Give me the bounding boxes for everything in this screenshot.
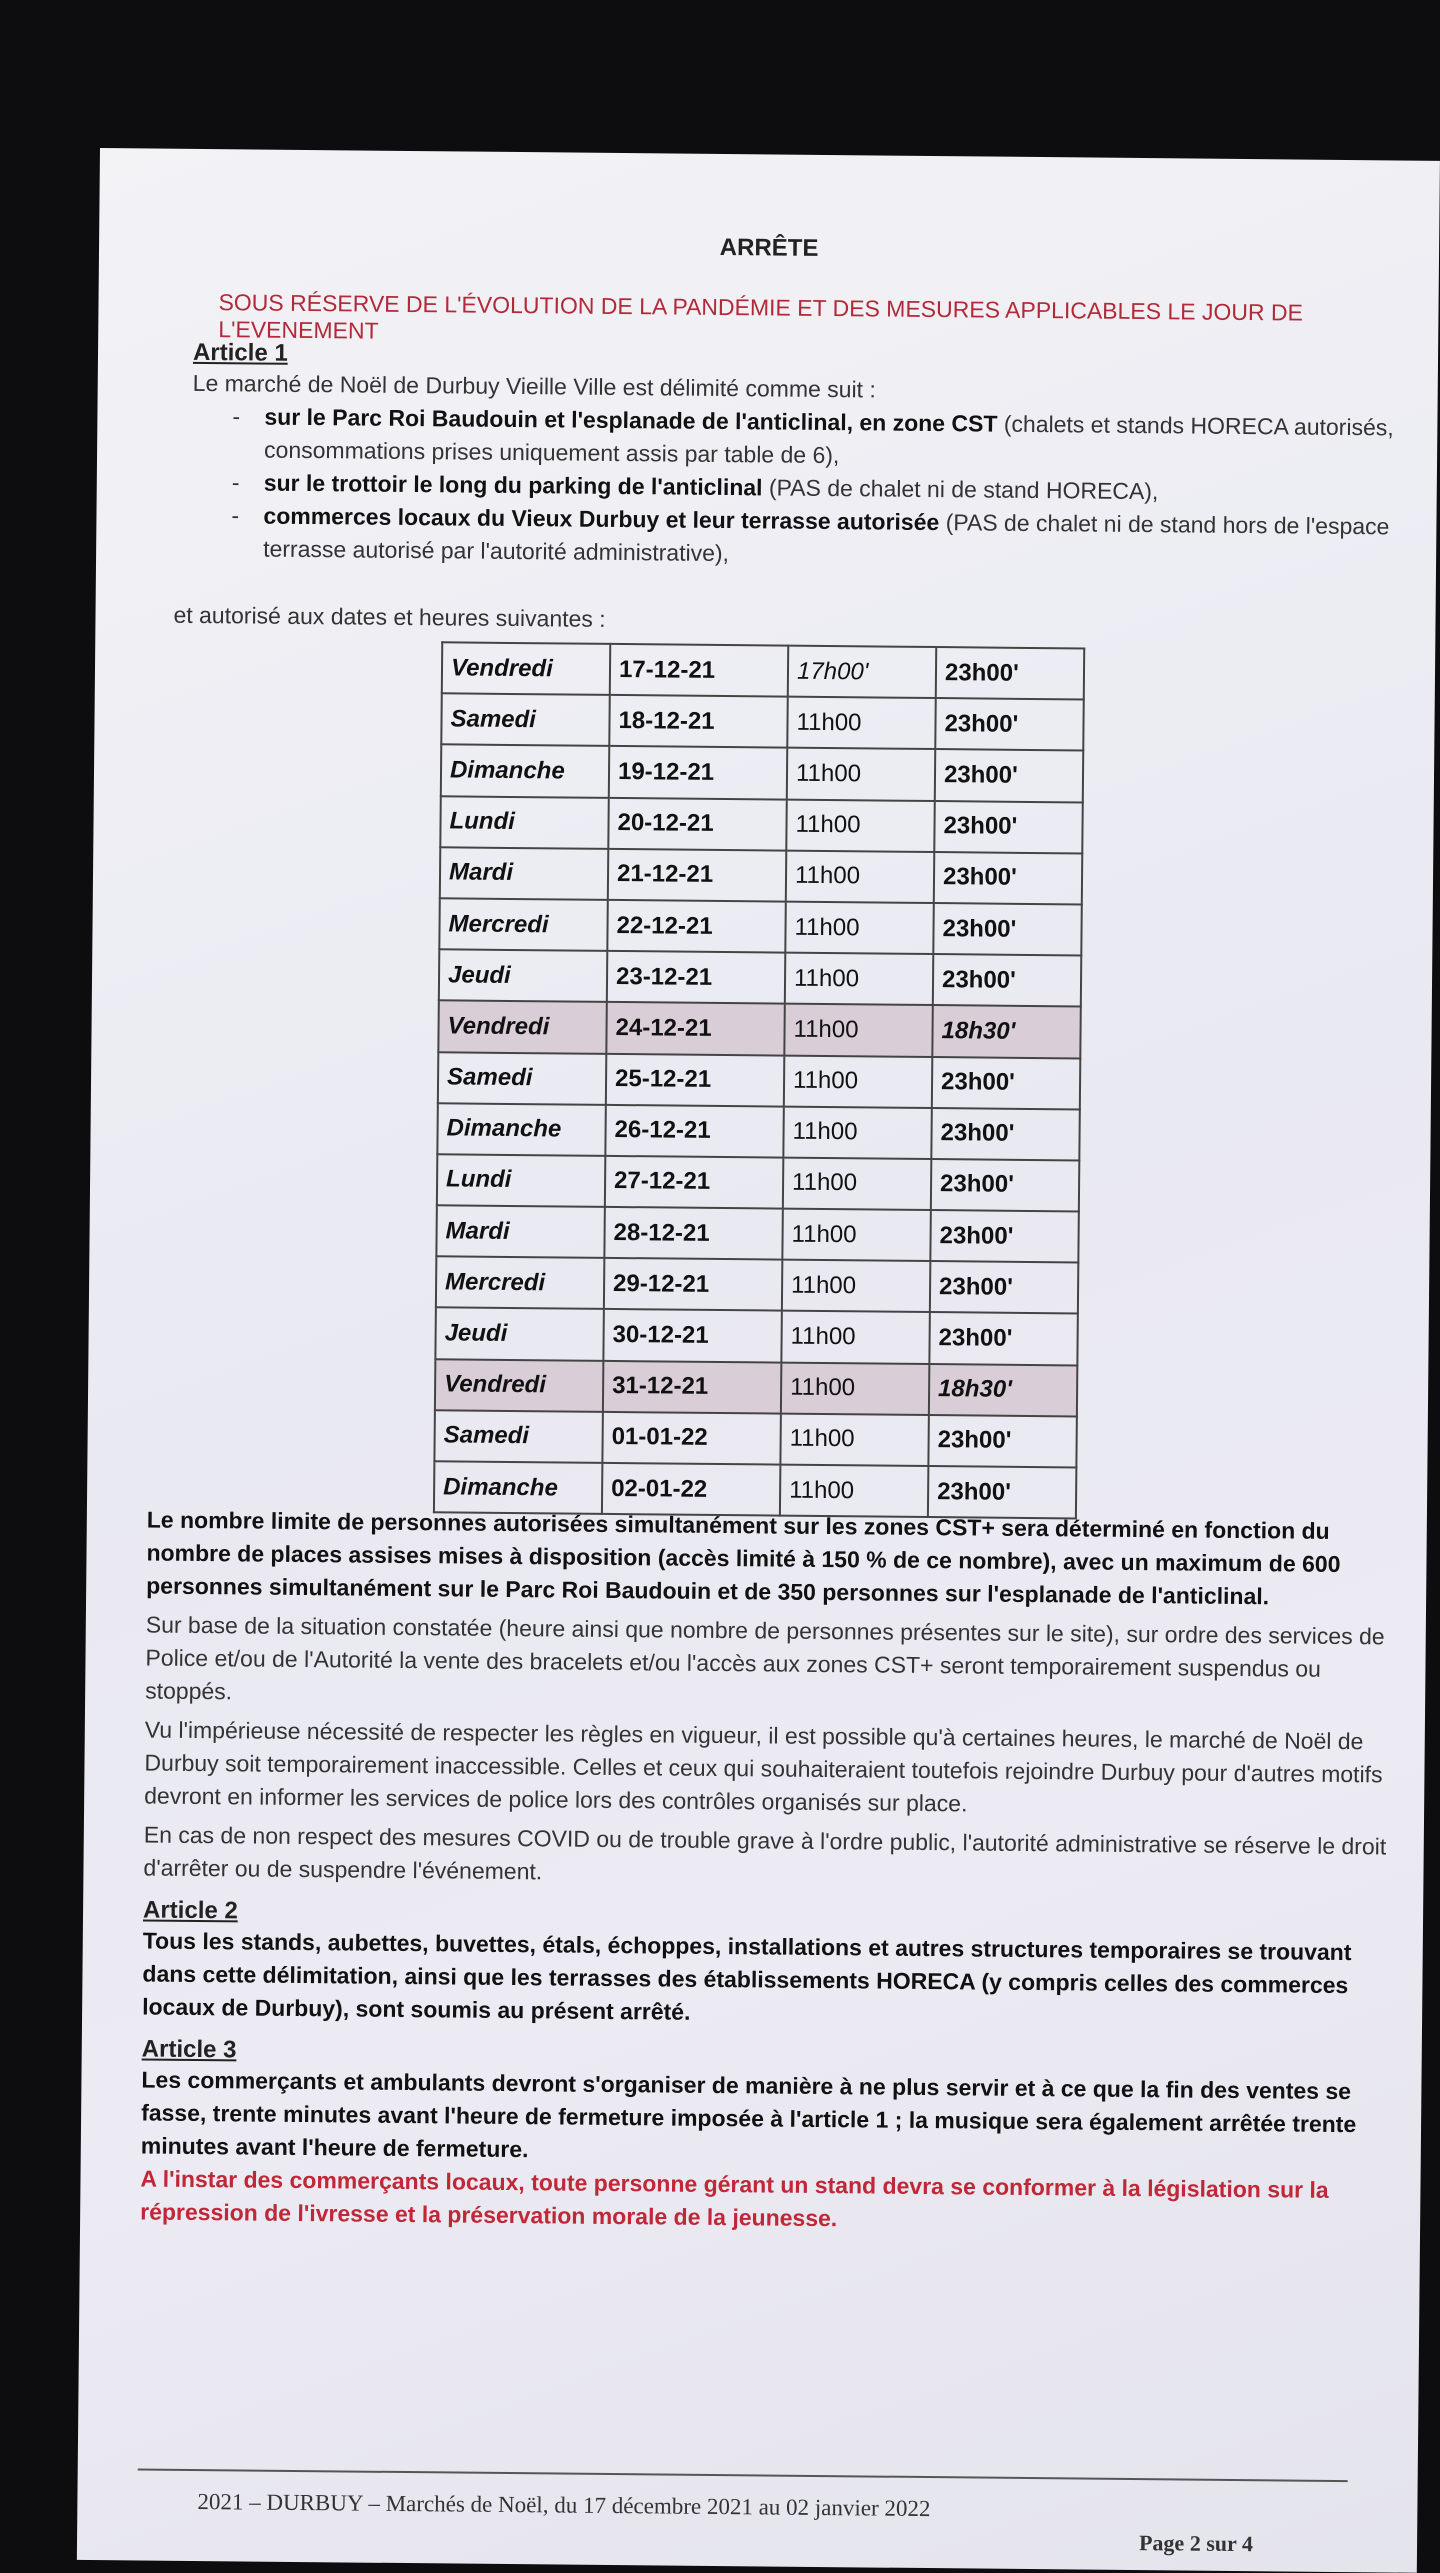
schedule-open-cell: 11h00 [783, 1157, 931, 1210]
schedule-row [440, 847, 1082, 904]
schedule-open-cell: 11h00 [782, 1209, 930, 1262]
schedule-date-cell: 31-12-21 [603, 1361, 781, 1414]
schedule-close-cell: 18h30' [929, 1364, 1077, 1417]
schedule-date-cell: 23-12-21 [607, 951, 785, 1004]
schedule-close-cell: 23h00' [934, 801, 1082, 854]
schedule-close-cell: 23h00' [933, 954, 1081, 1007]
schedule-row [437, 1154, 1079, 1211]
schedule-date-cell: 28-12-21 [604, 1207, 782, 1260]
paragraph-covid: En cas de non respect des mesures COVID ou de trouble grave à l'ordre public, l'autorité administrative se réserve le droit d'arrêter ou de suspendre l'événement. [143, 1821, 1387, 1885]
schedule-day-cell: Samedi [441, 693, 609, 746]
schedule-close-cell: 23h00' [928, 1466, 1076, 1519]
schedule-row [436, 1205, 1078, 1262]
schedule-table [433, 641, 1085, 1519]
schedule-day-cell: Vendredi [435, 1359, 603, 1412]
footer-left: 2021 – DURBUY – Marchés de Noël, du 17 décembre 2021 au 02 janvier 2022 [197, 2489, 931, 2522]
schedule-open-cell: 11h00 [785, 953, 933, 1006]
dates-intro: et autorisé aux dates et heures suivantes : [173, 601, 606, 632]
article-2-heading: Article 2 [142, 1896, 238, 1925]
footer-rule [138, 2468, 1348, 2482]
schedule-row [439, 898, 1081, 955]
schedule-date-cell: 22-12-21 [607, 900, 785, 953]
schedule-row [435, 1359, 1077, 1416]
schedule-close-cell: 23h00' [931, 1159, 1079, 1212]
schedule-date-cell: 19-12-21 [609, 746, 787, 799]
schedule-close-cell: 23h00' [936, 647, 1084, 700]
article-1-intro: Le marché de Noël de Durbuy Vieille Ville est délimité comme suit : [192, 369, 876, 403]
schedule-open-cell: 11h00 [787, 697, 935, 750]
schedule-row [441, 745, 1083, 802]
schedule-date-cell: 02-01-22 [602, 1463, 780, 1516]
schedule-row [442, 642, 1084, 699]
paragraph-access: Vu l'impérieuse nécessité de respecter les règles en vigueur, il est possible qu'à certaines heures, le marché de Noël de Durbuy soit temporairement inaccessible. Celles et ceux qui souhaiteraient toutefois rejoindre Durbuy pour d'autres motifs devront en informer les services de police lors des contrôles organisés sur place. [144, 1716, 1383, 1817]
schedule-row [441, 693, 1083, 750]
schedule-open-cell: 11h00 [786, 850, 934, 903]
schedule-date-cell: 17-12-21 [610, 644, 788, 697]
schedule-close-cell: 23h00' [934, 852, 1082, 905]
article-2-text: Tous les stands, aubettes, buvettes, étals, échoppes, installations et autres structures temporaires se trouvant dans cette délimitation, ainsi que les terrasses des établissements HORECA (y compris celles des commerces locaux de Durbuy), sont soumis au présent arrêté. [142, 1927, 1352, 2025]
schedule-day-cell: Vendredi [442, 642, 610, 695]
bullet-3 [191, 499, 1402, 577]
schedule-open-cell: 11h00 [787, 748, 935, 801]
schedule-row [438, 1001, 1080, 1058]
schedule-date-cell: 18-12-21 [609, 695, 787, 748]
schedule-open-cell: 11h00 [782, 1260, 930, 1313]
schedule-day-cell: Lundi [440, 796, 608, 849]
article-1-heading: Article 1 [192, 338, 288, 367]
schedule-row [435, 1308, 1077, 1365]
article-3-red-text: A l'instar des commerçants locaux, toute personne gérant un stand devra se conformer à la législation sur la répression de l'ivresse et la préservation morale de la jeunesse. [140, 2165, 1329, 2232]
document-page [77, 148, 1440, 2573]
bullet-3-rest: (PAS de chalet ni de stand hors de l'espace terrasse autorisé par l'autorité administrative), [263, 509, 1390, 567]
schedule-row [439, 949, 1081, 1006]
schedule-close-cell: 23h00' [930, 1210, 1078, 1263]
schedule-close-cell: 23h00' [935, 749, 1083, 802]
reserve-notice: SOUS RÉSERVE DE L'ÉVOLUTION DE LA PANDÉMIE ET DES MESURES APPLICABLES LE JOUR DE L'EVENEMENT [218, 289, 1304, 344]
schedule-open-cell: 11h00 [784, 1055, 932, 1108]
bullet-1-rest: (chalets et stands HORECA autorisés, consommations prises uniquement assis par table de 6), [263, 410, 1394, 469]
schedule-close-cell: 18h30' [932, 1005, 1080, 1058]
schedule-day-cell: Dimanche [434, 1461, 602, 1514]
schedule-day-cell: Dimanche [441, 745, 609, 798]
schedule-close-cell: 23h00' [929, 1312, 1077, 1365]
schedule-close-cell: 23h00' [933, 903, 1081, 956]
schedule-day-cell: Vendredi [438, 1001, 606, 1054]
schedule-row [437, 1103, 1079, 1160]
schedule-open-cell: 11h00 [780, 1465, 928, 1518]
schedule-close-cell: 23h00' [935, 698, 1083, 751]
schedule-day-cell: Mardi [436, 1205, 604, 1258]
bullet-3-bold: commerces locaux du Vieux Durbuy et leur terrasse autorisée [263, 502, 940, 536]
article-3-heading: Article 3 [141, 2035, 237, 2064]
article-3-text: Les commerçants et ambulants devront s'organiser de manière à ne plus servir et à ce que la fin des ventes se fasse, trente minutes avant l'heure de fermeture imposée à l'article 1 ; la musique sera également arrêtée trente minutes avant l'heure de fermeture. [140, 2066, 1357, 2163]
schedule-day-cell: Samedi [438, 1052, 606, 1105]
schedule-date-cell: 25-12-21 [606, 1053, 784, 1106]
schedule-row [438, 1052, 1080, 1109]
schedule-open-cell: 17h00' [788, 646, 936, 699]
document-title: ARRÊTE [719, 233, 819, 262]
schedule-close-cell: 23h00' [932, 1057, 1080, 1110]
schedule-open-cell: 11h00 [780, 1413, 928, 1466]
schedule-date-cell: 26-12-21 [605, 1105, 783, 1158]
schedule-open-cell: 11h00 [783, 1106, 931, 1159]
schedule-open-cell: 11h00 [781, 1362, 929, 1415]
schedule-close-cell: 23h00' [928, 1415, 1076, 1468]
bullet-1 [192, 400, 1403, 478]
body-paragraphs [140, 1504, 1397, 2241]
schedule-open-cell: 11h00 [781, 1311, 929, 1364]
schedule-open-cell: 11h00 [784, 1004, 932, 1057]
schedule-day-cell: Mercredi [436, 1257, 604, 1310]
schedule-date-cell: 01-01-22 [602, 1412, 780, 1465]
schedule-day-cell: Samedi [434, 1410, 602, 1463]
schedule-day-cell: Mardi [440, 847, 608, 900]
schedule-row [436, 1257, 1078, 1314]
schedule-close-cell: 23h00' [930, 1261, 1078, 1314]
paragraph-situation: Sur base de la situation constatée (heure ainsi que nombre de personnes présentes sur le site), sur ordre des services de Police et/ou de l'Autorité la vente des bracelets et/ou l'accès aux zones CST+ seront temporairement suspendus ou stoppés. [145, 1611, 1385, 1705]
schedule-open-cell: 11h00 [785, 902, 933, 955]
schedule-day-cell: Lundi [437, 1154, 605, 1207]
schedule-date-cell: 20-12-21 [608, 797, 786, 850]
schedule-row [434, 1410, 1076, 1467]
schedule-row [440, 796, 1082, 853]
schedule-date-cell: 21-12-21 [608, 849, 786, 902]
bullet-2-rest: (PAS de chalet ni de stand HORECA), [762, 474, 1159, 505]
schedule-day-cell: Dimanche [437, 1103, 605, 1156]
schedule-day-cell: Mercredi [439, 898, 607, 951]
schedule-date-cell: 29-12-21 [604, 1258, 782, 1311]
schedule-day-cell: Jeudi [439, 949, 607, 1002]
footer-page-number: Page 2 sur 4 [1138, 2530, 1254, 2557]
schedule-open-cell: 11h00 [786, 799, 934, 852]
schedule-close-cell: 23h00' [931, 1108, 1079, 1161]
schedule-date-cell: 30-12-21 [603, 1309, 781, 1362]
article-1 [191, 339, 1403, 577]
bullet-1-bold: sur le Parc Roi Baudouin et l'esplanade de l'anticlinal, en zone CST [264, 403, 998, 437]
schedule-day-cell: Jeudi [435, 1308, 603, 1361]
schedule-date-cell: 24-12-21 [606, 1002, 784, 1055]
schedule-date-cell: 27-12-21 [605, 1156, 783, 1209]
bullet-2-bold: sur le trottoir le long du parking de l'anticlinal [263, 469, 763, 501]
paragraph-capacity: Le nombre limite de personnes autorisées simultanément sur les zones CST+ sera déterminé en fonction du nombre de places assises mises à disposition (accès limité à 150 % de ce nombre), avec un maximum de 600 personnes simultanément sur le Parc Roi Baudouin et de 350 personnes sur l'esplanade de l'anticlinal. [146, 1506, 1341, 1610]
